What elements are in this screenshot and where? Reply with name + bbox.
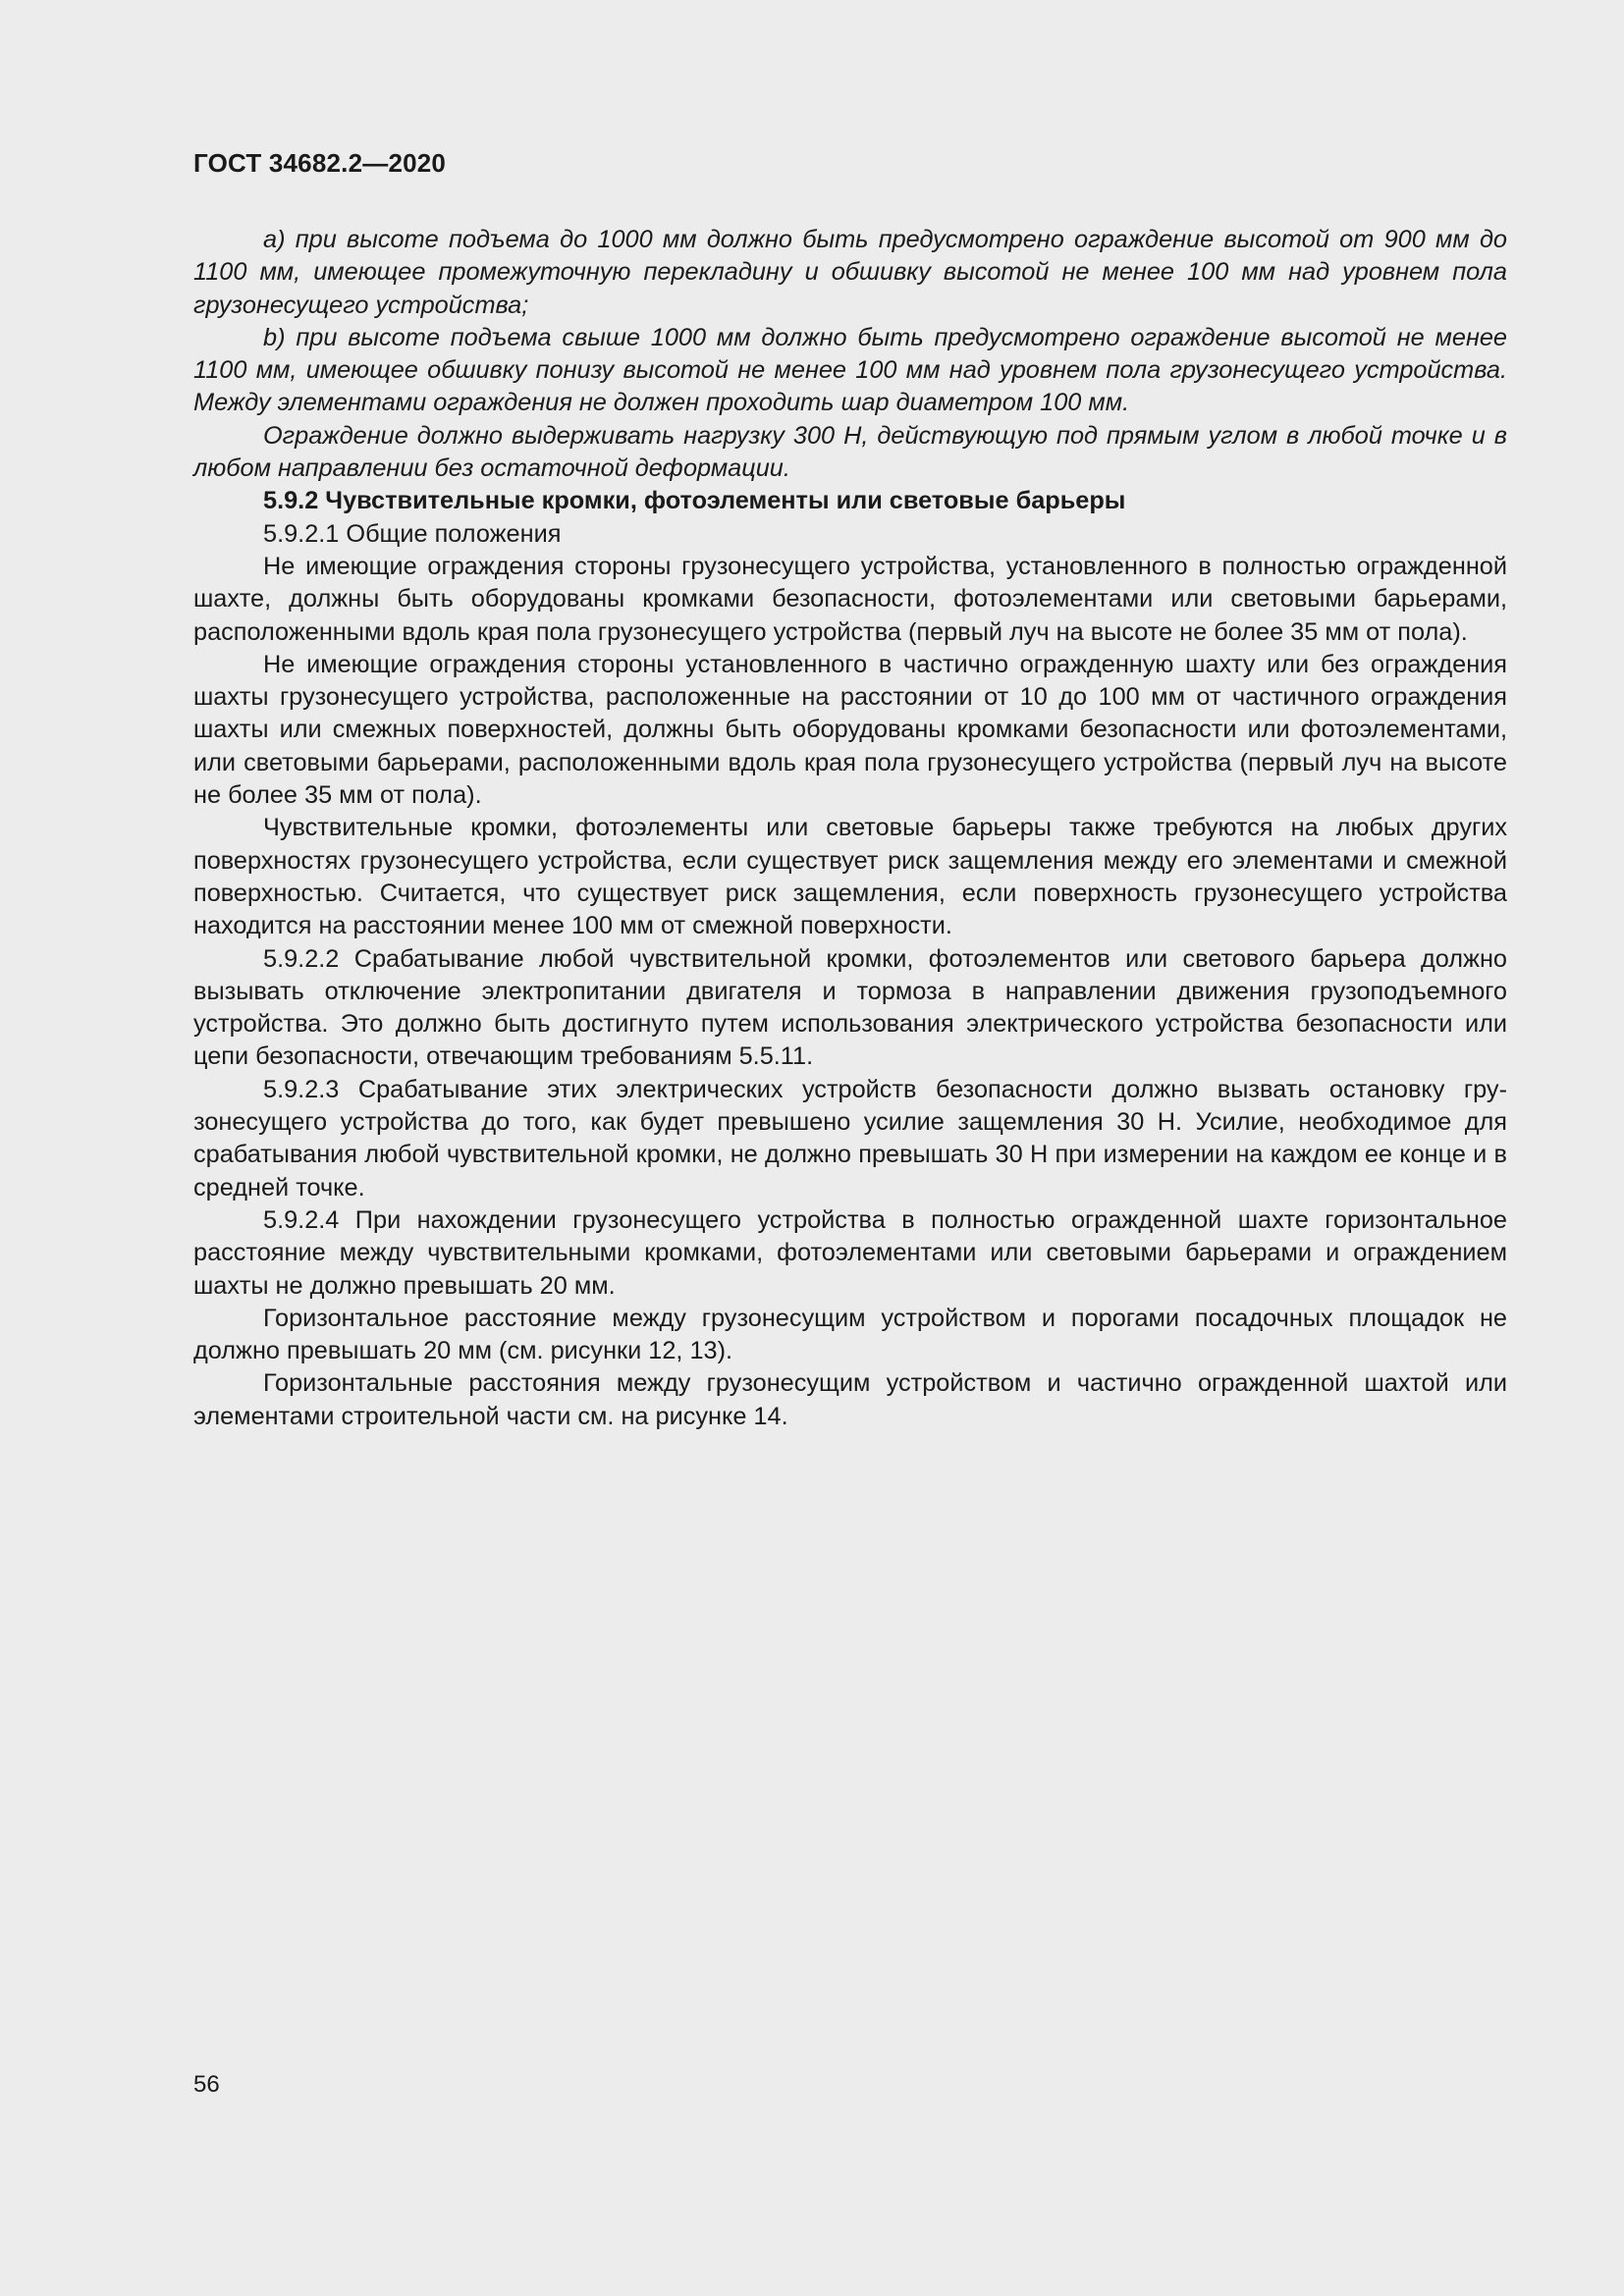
paragraph: Чувствительные кромки, фотоэлементы или световые барьеры также требуются на любых других поверхностях грузонесущего устройства, если существует риск защемления между его элементами и смежной поверхностью. Считается, что существует риск защемления, если поверхность грузонесущего устройства находится на расстоянии менее 100 мм от смежной поверхности.: [193, 814, 1507, 940]
document-body: [193, 224, 1507, 1433]
paragraph-5-9-2-3: 5.9.2.3 Срабатывание этих электрических устройств безопасности должно вызвать остановку грузонесущего устройства до того, как будет превышено усилие защемления 30 Н. Усилие, необходимое для срабатывания любой чувствительной кромки, не должно превышать 30 Н при измерении на каждом ее конце и в средней точке.: [193, 1075, 1507, 1201]
paragraph-5-9-2-2: 5.9.2.2 Срабатывание любой чувствительной кромки, фотоэлементов или светового барьера должно вызывать отключение электропитании двигателя и тормоза в направлении движения грузоподъемного устройства. Это должно быть достигнуто путем использования электрического устройства безопасности или цепи безопасности, отвечающим требованиям 5.5.11.: [193, 944, 1507, 1071]
paragraph-load-requirement: Ограждение должно выдерживать нагрузку 300 Н, действующую под прямым углом в любой точке и в любом направлении без остаточной деформации.: [193, 421, 1507, 483]
document-code-header: ГОСТ 34682.2—2020: [193, 148, 447, 178]
paragraph-5-9-2-4: 5.9.2.4 При нахождении грузонесущего устройства в полностью огражденной шахте горизонтальное расстояние между чувствительными кромками, фотоэлементами или световыми барьерами и ограждением шахты не должно превышать 20 мм.: [193, 1205, 1507, 1300]
page-number: 56: [193, 2071, 220, 2098]
paragraph: Горизонтальное расстояние между грузонесущим устройством и порогами посадочных площадок не должно превышать 20 мм (см. рисунки 12, 13).: [193, 1304, 1507, 1365]
paragraph: Не имеющие ограждения стороны грузонесущего устройства, установленного в полностью огражденной шахте, должны быть оборудованы кромками безопасности, фотоэлементами или световыми барьерами, расположенными вдоль края пола грузонесущего устройства (первый луч на высоте не более 35 мм от пола).: [193, 552, 1507, 646]
paragraph-item-a: а) при высоте подъема до 1000 мм должно быть предусмотрено ограждение высотой от 900 мм до 1100 мм, имеющее промежуточную перекладину и обшивку высотой не менее 100 мм над уровнем пола грузонесущего устройства;: [193, 226, 1507, 319]
paragraph: Горизонтальные расстояния между грузонесущим устройством и частично огражденной шахтой или элементами строительной части см. на рисунке 14.: [193, 1369, 1507, 1430]
subsection-title-5-9-2-1: 5.9.2.1 Общие положения: [263, 519, 562, 548]
paragraph-item-b: b) при высоте подъема свыше 1000 мм должно быть предусмотрено ограждение высотой не менее 1100 мм, имеющее обшивку понизу высотой не менее 100 мм над уровнем пола грузонесущего устройства. Между элементами ограждения не должен проходить шар диаметром 100 мм.: [193, 323, 1507, 417]
paragraph: Не имеющие ограждения стороны установленного в частично огражденную шахту или без ограждения шахты грузонесущего устройства, расположенные на расстоянии от 10 до 100 мм от частичного ограждения шахты или смежных поверхностей, должны быть оборудованы кромками безопасности или фотоэлементами, или световыми барьерами, расположенными вдоль края пола грузонесущего устройства (первый луч на высоте не более 35 мм от пола).: [193, 650, 1507, 810]
section-heading-5-9-2: 5.9.2 Чувствительные кромки, фотоэлементы или световые барьеры: [263, 487, 1126, 515]
